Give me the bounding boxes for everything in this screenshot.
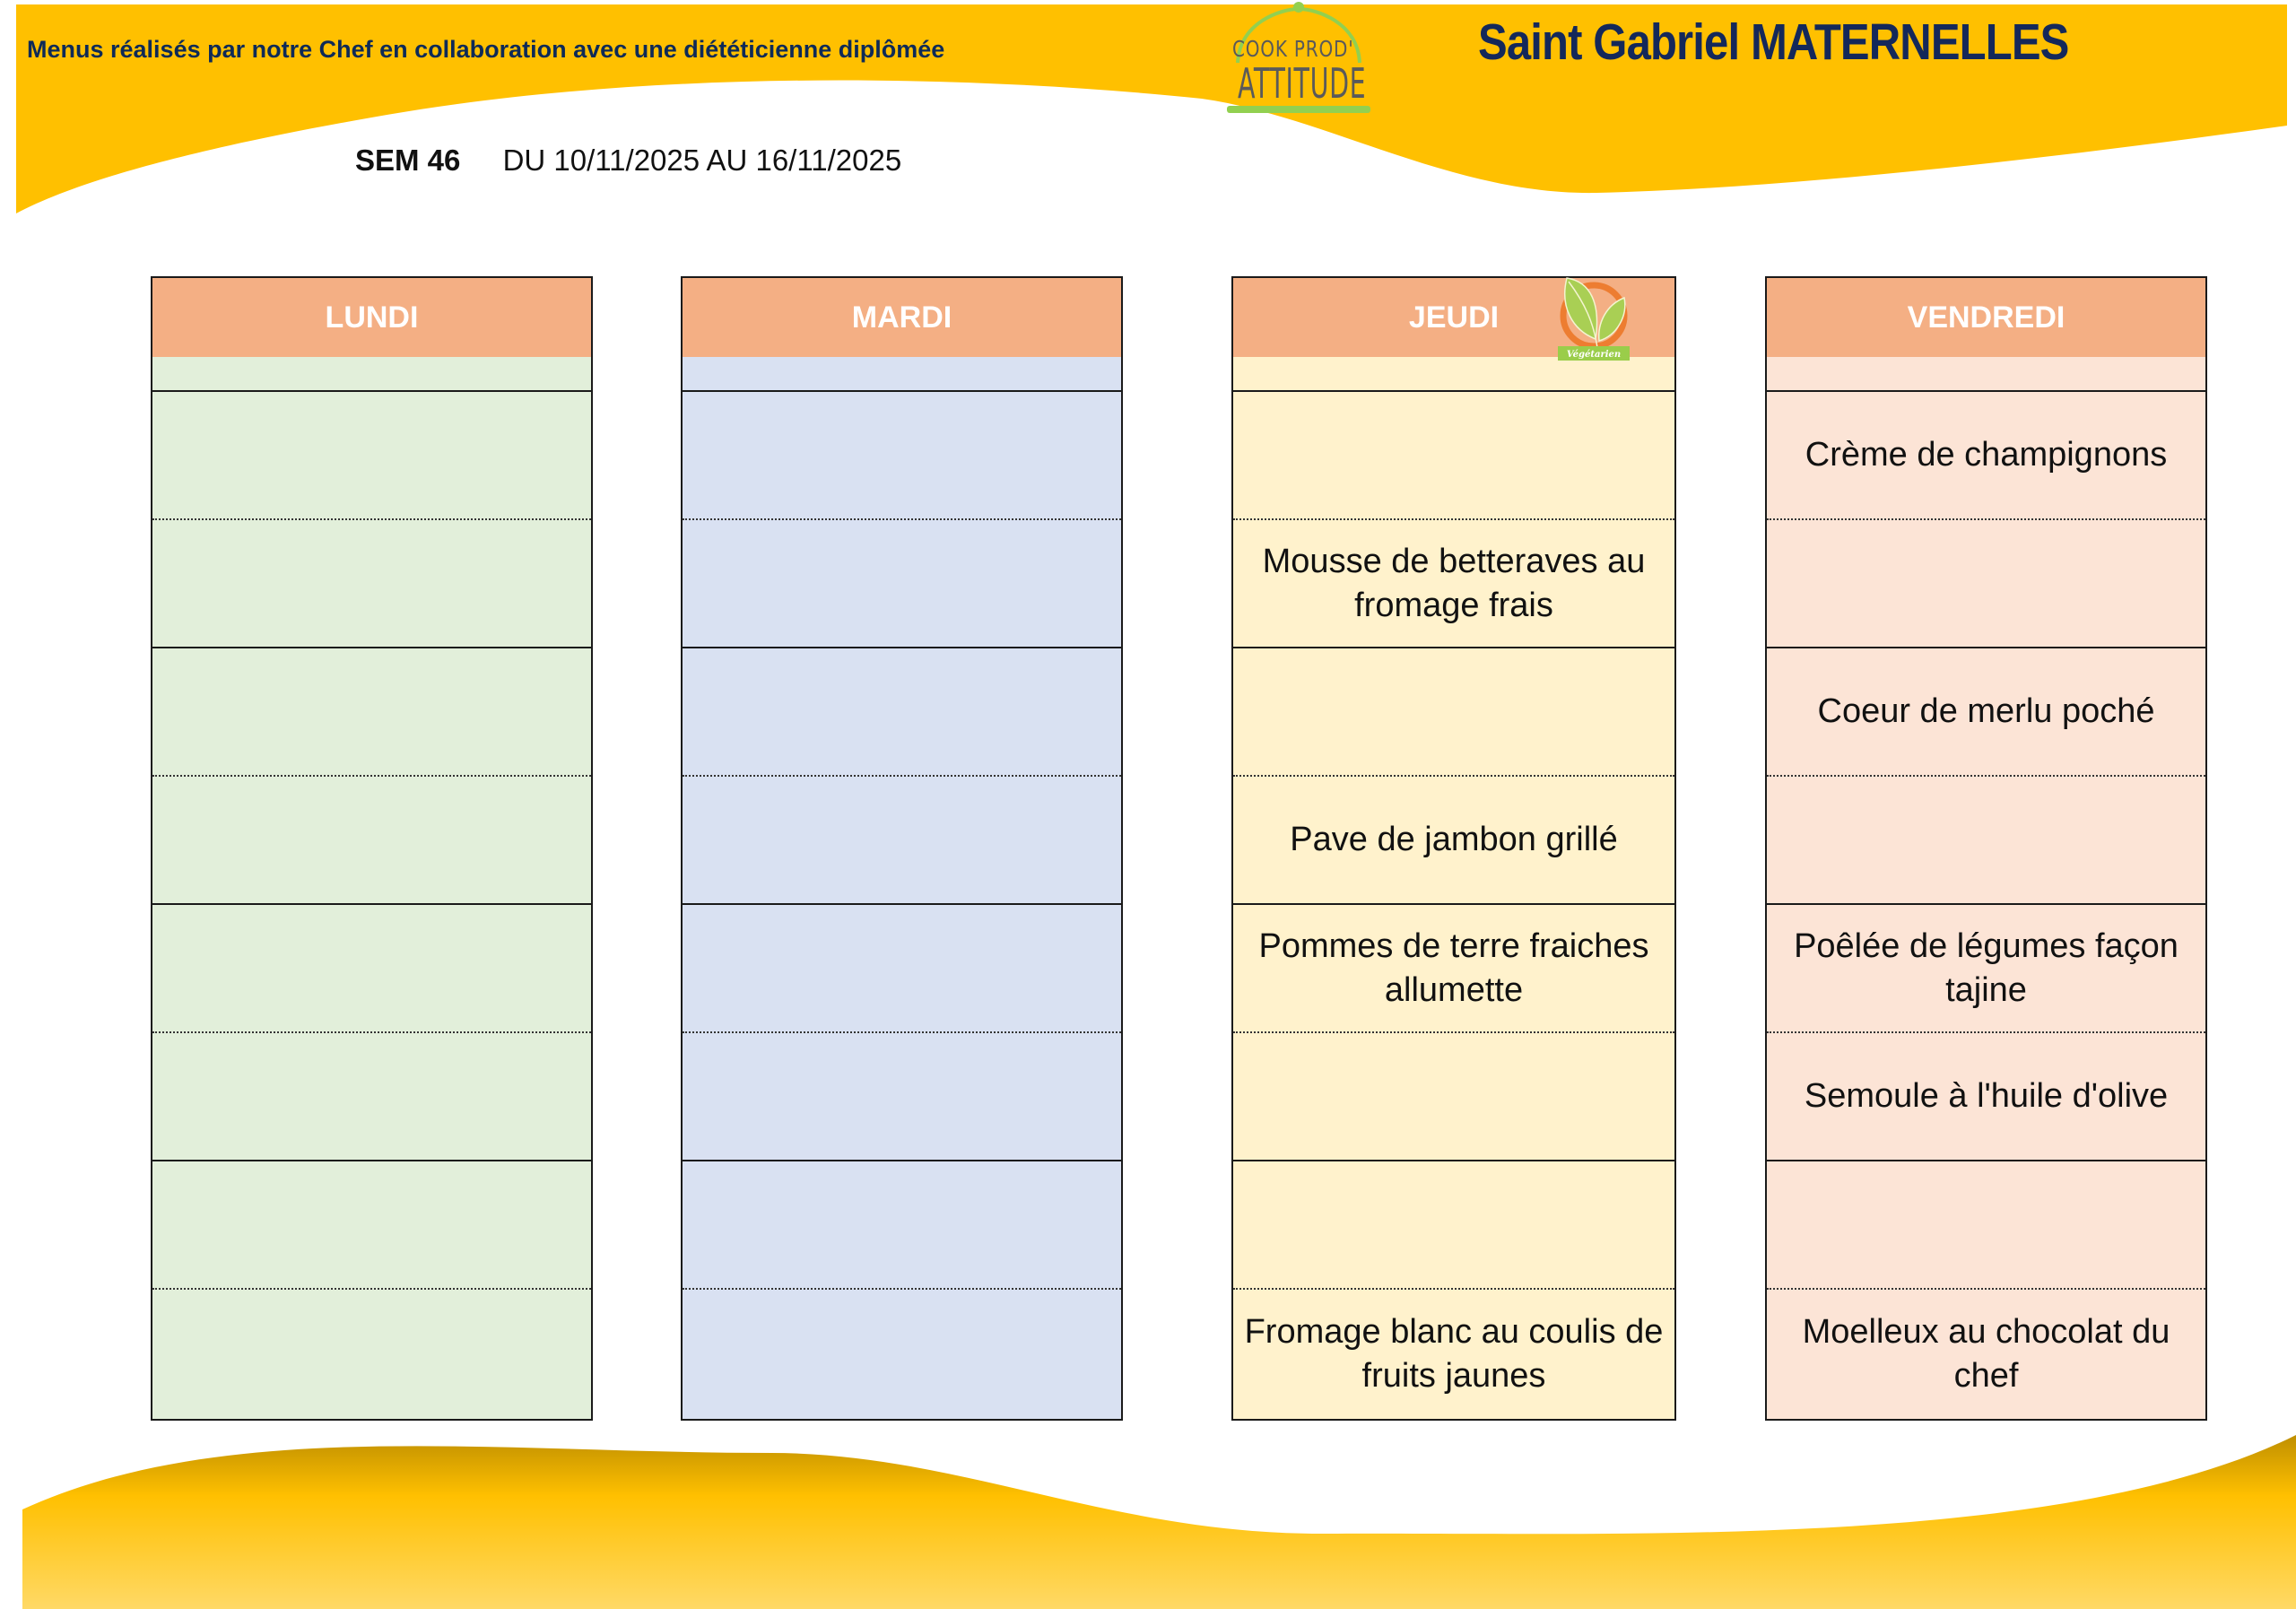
menu-item (683, 1033, 1121, 1161)
logo-line2: ATTITUDE (1238, 59, 1367, 108)
day-header: VENDREDI (1767, 278, 2205, 357)
menu-item (683, 1290, 1121, 1418)
menu-item (152, 1161, 591, 1290)
menu-item (683, 1161, 1121, 1290)
menu-item (152, 1033, 591, 1161)
day-column-jeudi (1231, 276, 1676, 1421)
bottom-wave (22, 1435, 2296, 1609)
cook-prod-attitude-logo (1218, 0, 1379, 118)
menu-item (1767, 777, 2205, 905)
menu-item (152, 905, 591, 1033)
day-header-label: JEUDI (1408, 300, 1500, 335)
menu-item: Crème de champignons (1767, 392, 2205, 520)
header-band (152, 357, 591, 392)
menu-item: Pommes de terre fraiches allumette (1233, 905, 1674, 1033)
tagline: Menus réalisés par notre Chef en collaboration avec une diététicienne diplômée (27, 36, 945, 63)
logo-line1: COOK PROD' (1232, 36, 1354, 62)
menu-item: Fromage blanc au coulis de fruits jaunes (1244, 1312, 1664, 1395)
vegetarian-leaf-icon (1554, 276, 1635, 362)
menu-item (152, 1290, 591, 1418)
menu-item (152, 392, 591, 520)
menu-item (1233, 1161, 1674, 1290)
menu-item: Poêlée de légumes façon tajine (1767, 905, 2205, 1033)
day-column-vendredi (1765, 276, 2207, 1421)
header-band (1767, 357, 2205, 392)
menu-item (683, 905, 1121, 1033)
menu-item (1233, 1033, 1674, 1161)
menu-item: Moelleux au chocolat du chef (1802, 1312, 2170, 1395)
day-column-lundi (151, 276, 593, 1421)
menu-item (152, 777, 591, 905)
menu-item (1233, 392, 1674, 520)
menu-item (1767, 520, 2205, 648)
menu-item (683, 520, 1121, 648)
menu-item (1767, 1161, 2205, 1290)
day-header: MARDI (683, 278, 1121, 357)
menu-item (152, 520, 591, 648)
menu-item: Coeur de merlu poché (1767, 648, 2205, 777)
date-range: DU 10/11/2025 AU 16/11/2025 (502, 144, 902, 177)
svg-text:Végétarien: Végétarien (1566, 350, 1622, 360)
menu-item (152, 648, 591, 777)
menu-item (1233, 648, 1674, 777)
header-band (683, 357, 1121, 392)
day-column-mardi (681, 276, 1123, 1421)
menu-item (683, 648, 1121, 777)
menu-item: Pave de jambon grillé (1233, 777, 1674, 905)
menu-item (683, 392, 1121, 520)
menu-item: Mousse de betteraves au fromage frais (1233, 520, 1674, 648)
menu-item (683, 777, 1121, 905)
day-header (1233, 278, 1674, 360)
menu-item: Semoule à l'huile d'olive (1767, 1033, 2205, 1161)
day-header: LUNDI (152, 278, 591, 357)
week-info (355, 144, 901, 178)
school-title: Saint Gabriel MATERNELLES (1478, 13, 2069, 71)
week-number: SEM 46 (355, 144, 461, 177)
